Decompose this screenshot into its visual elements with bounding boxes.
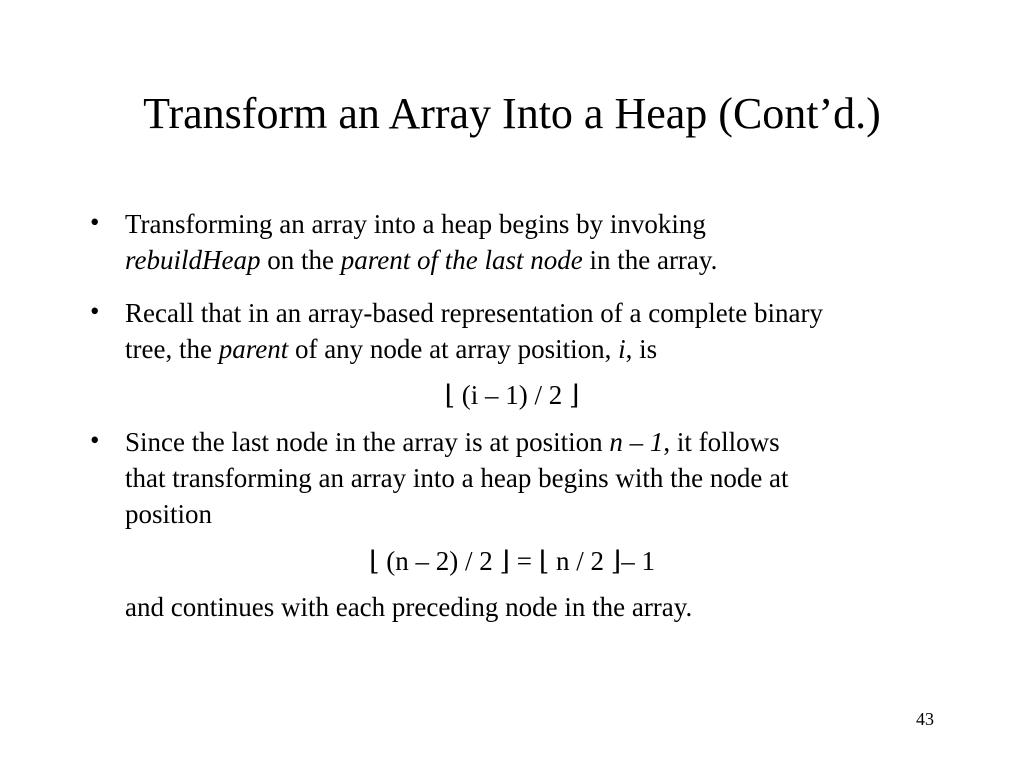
bullet-marker: •	[90, 296, 100, 326]
bullet-1-line-2	[125, 243, 717, 277]
text-segment: , is	[625, 334, 658, 364]
variable-n-minus-1: n – 1	[609, 427, 664, 457]
method-name: rebuildHeap	[125, 245, 261, 275]
variable-i: i	[618, 334, 626, 364]
bullet-1-line-1: Transforming an array into a heap begins by invoking	[125, 209, 706, 239]
bullet-3-continuation: and continues with each preceding node in the array.	[125, 592, 693, 622]
text-segment: tree, the	[125, 334, 219, 364]
bullet-3-line-3: position	[125, 499, 213, 529]
parent-formula: ⌊ (i – 1) / 2 ⌋	[444, 380, 580, 410]
page-number: 43	[916, 709, 934, 729]
bullet-2-line-1: Recall that in an array-based representation of a complete binary	[125, 298, 823, 328]
text-segment: on the	[260, 245, 341, 275]
bullet-3-line-2: that transforming an array into a heap begins with the node at	[125, 463, 789, 493]
start-position-formula: ⌊ (n – 2) / 2 ⌋ = ⌊ n / 2 ⌋– 1	[368, 546, 656, 576]
bullet-marker: •	[90, 207, 100, 237]
bullet-marker: •	[90, 425, 100, 455]
text-segment: Since the last node in the array is at position	[125, 427, 610, 457]
slide-title: Transform an Array Into a Heap (Cont’d.)	[143, 89, 881, 138]
bullet-3-line-1	[125, 425, 780, 459]
text-segment: , it follows	[663, 427, 780, 457]
text-segment: in the array.	[582, 245, 718, 275]
text-segment: of any node at array position,	[288, 334, 619, 364]
emphasis-text: parent of the last node	[340, 245, 583, 275]
bullet-2-line-2	[125, 332, 657, 366]
emphasis-text: parent	[218, 334, 289, 364]
